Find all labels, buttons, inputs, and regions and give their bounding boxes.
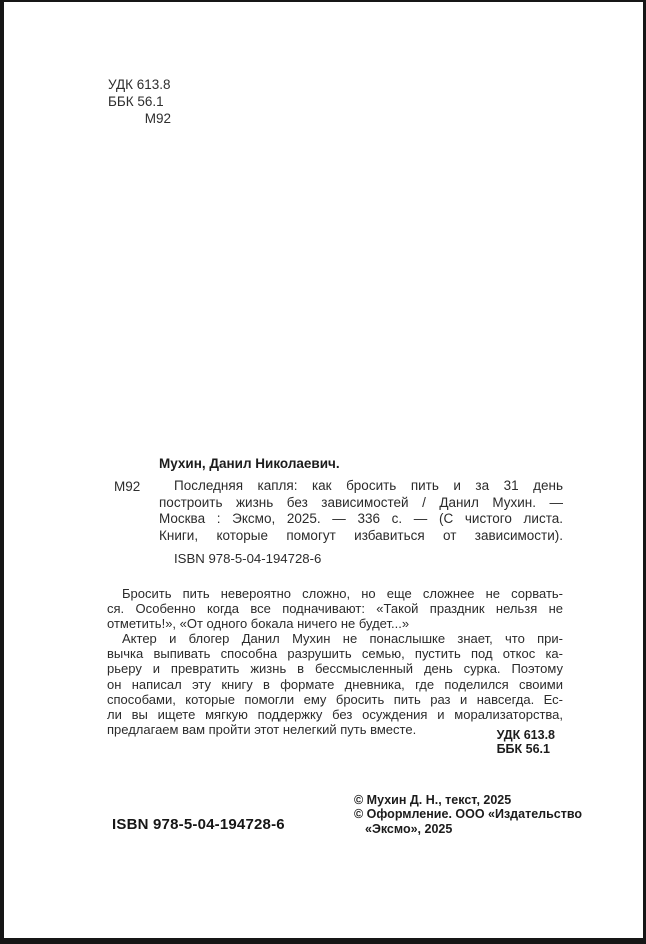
- text-line: Москва : Эксмо, 2025. — 336 с. — (С чистого листа.: [159, 511, 563, 527]
- text-line: Последняя капля: как бросить пить и за 31 день: [174, 478, 563, 493]
- bibliographic-description: [159, 478, 563, 544]
- text-line: ли вы ищете мягкую поддержку без осуждения и морализаторства,: [107, 706, 563, 722]
- bbk-code-bottom: ББК 56.1: [496, 741, 550, 756]
- text-line: предлагаем вам пройти этот нелегкий путь вместе.: [107, 721, 417, 737]
- annotation-paragraph-2: [107, 631, 563, 737]
- text-line: вычка выпивать способна разрушить семью, пустить под откос ка-: [107, 646, 563, 662]
- text-line: ся. Особенно когда все подначивают: «Такой праздник нельзя не: [107, 601, 563, 617]
- udk-code-bottom: УДК 613.8: [496, 728, 555, 742]
- text-line: способами, которые помогли ему бросить пить раз и навсегда. Ес-: [107, 691, 563, 707]
- text-line: Книги, которые помогут избавиться от зависимости).: [159, 527, 563, 543]
- footer-isbn: ISBN 978-5-04-194728-6: [112, 816, 285, 833]
- author-sign-margin: М92: [114, 479, 141, 494]
- udk-code: УДК 613.8: [108, 77, 171, 92]
- bottom-classification-block: [497, 729, 555, 756]
- top-classification-block: [108, 77, 174, 127]
- annotation-block: [107, 586, 563, 737]
- card-isbn: ISBN 978-5-04-194728-6: [174, 551, 322, 566]
- text-line: отметить!», «От одного бокала ничего не будет...»: [107, 616, 410, 632]
- text-line: © Мухин Д. Н., текст, 2025: [354, 793, 512, 807]
- text-line: © Оформление. ООО «Издательство: [354, 807, 582, 822]
- text-line: рьеру и превратить жизнь в бессмысленный день сурка. Поэтому: [107, 661, 563, 677]
- text-line: Актер и блогер Данил Мухин не понаслышке знает, что при-: [122, 631, 563, 647]
- author-sign: М92: [144, 110, 171, 126]
- bbk-code: ББК 56.1: [108, 93, 164, 109]
- text-line: он написал эту книгу в формате дневника, где поделился своими: [107, 676, 563, 692]
- text-line: «Эксмо», 2025: [365, 821, 453, 836]
- text-line: построить жизнь без зависимостей / Данил Мухин. —: [159, 494, 563, 510]
- author-heading: Мухин, Данил Николаевич.: [159, 456, 340, 471]
- annotation-paragraph-1: [107, 586, 563, 631]
- copyright-block: [354, 793, 584, 836]
- text-line: Бросить пить невероятно сложно, но еще сложнее не сорвать-: [122, 586, 563, 601]
